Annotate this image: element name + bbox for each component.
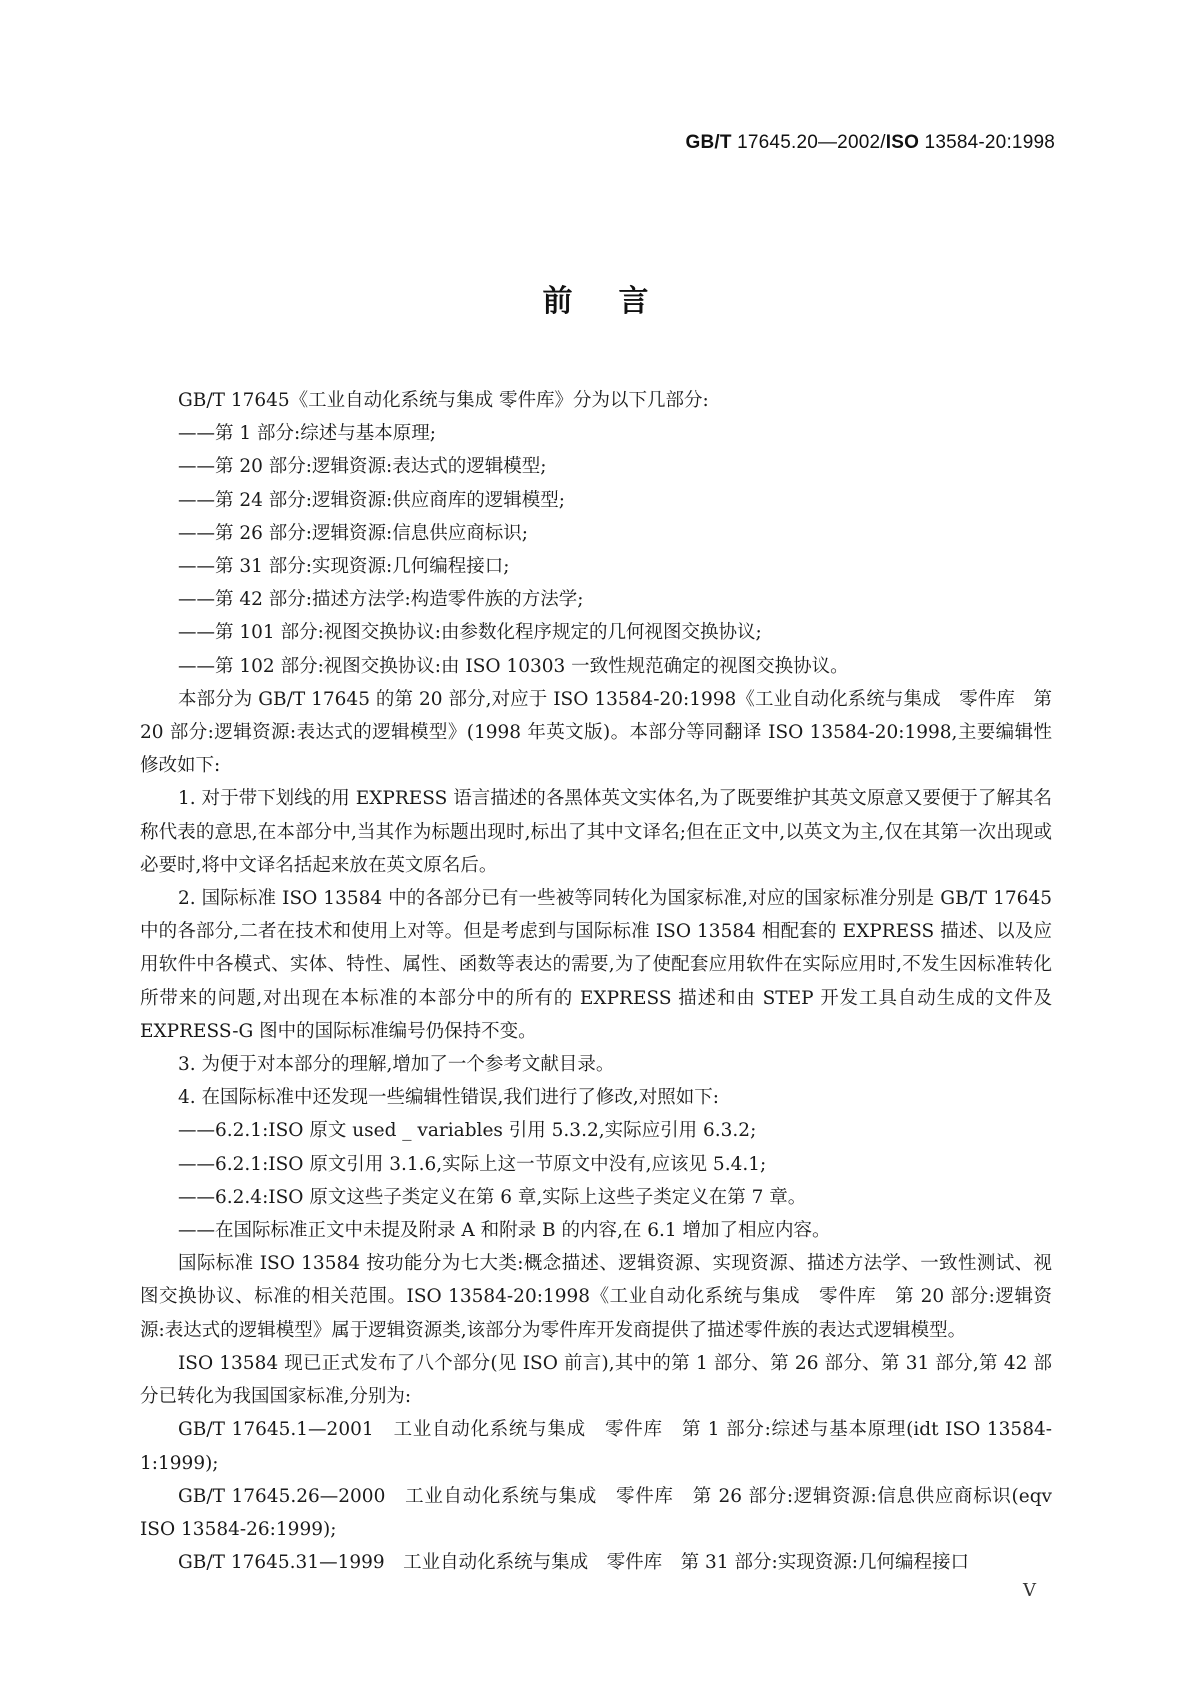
national-standard-entry: GB/T 17645.26—2000 工业自动化系统与集成 零件库 第 26 部分:逻辑资源:信息供应商标识(eqv ISO 13584-26:1999); bbox=[140, 1485, 1052, 1540]
page-number: V bbox=[1023, 1580, 1036, 1601]
edit-note-1: 1. 对于带下划线的用 EXPRESS 语言描述的各黑体英文实体名,为了既要维护其英文原意又要便于了解其名称代表的意思,在本部分中,当其作为标题出现时,标出了其中文译名;但在正文中,以英文为主,仅在其第一次出现或必要时,将中文译名括起来放在英文原名后。 bbox=[140, 788, 1052, 876]
part-list-item: ——第 1 部分:综述与基本原理; bbox=[178, 423, 436, 445]
correction-item: ——6.2.1:ISO 原文 used _ variables 引用 5.3.2,实际应引用 6.3.2; bbox=[178, 1120, 757, 1142]
national-standard-entry: GB/T 17645.1—2001 工业自动化系统与集成 零件库 第 1 部分:综述与基本原理(idt ISO 13584-1:1999); bbox=[140, 1419, 1052, 1474]
correction-item: ——在国际标准正文中未提及附录 A 和附录 B 的内容,在 6.1 增加了相应内容。 bbox=[178, 1220, 831, 1242]
national-standard-entry: GB/T 17645.31—1999 工业自动化系统与集成 零件库 第 31 部分:实现资源:几何编程接口 bbox=[178, 1552, 969, 1574]
published-parts-paragraph: ISO 13584 现已正式发布了八个部分(见 ISO 前言),其中的第 1 部分、第 26 部分、第 31 部分,第 42 部分已转化为我国国家标准,分别为: bbox=[140, 1352, 1052, 1408]
gb-prefix: GB/T bbox=[685, 132, 732, 153]
body-text bbox=[140, 384, 1052, 1579]
part-list-item: ——第 24 部分:逻辑资源:供应商库的逻辑模型; bbox=[178, 489, 566, 511]
part-list-item: ——第 26 部分:逻辑资源:信息供应商标识; bbox=[178, 522, 529, 544]
part-list-item: ——第 31 部分:实现资源:几何编程接口; bbox=[178, 556, 510, 578]
document-header bbox=[685, 132, 1055, 154]
classification-paragraph: 国际标准 ISO 13584 按功能分为七大类:概念描述、逻辑资源、实现资源、描述方法学、一致性测试、视图交换协议、标准的相关范围。ISO 13584-20:1998《工业自动化系统与集成 零件库 第 20 部分:逻辑资源:表达式的逻辑模型》属于逻辑资源类,该部分为零件库开发商提供了描述零件族的表达式逻辑模型。 bbox=[140, 1253, 1052, 1341]
correspondence-paragraph: 本部分为 GB/T 17645 的第 20 部分,对应于 ISO 13584-20:1998《工业自动化系统与集成 零件库 第 20 部分:逻辑资源:表达式的逻辑模型》(1998 年英文版)。本部分等同翻译 ISO 13584-20:1998,主要编辑性修改如下: bbox=[140, 688, 1052, 777]
correction-item: ——6.2.1:ISO 原文引用 3.1.6,实际上这一节原文中没有,应该见 5.4.1; bbox=[178, 1153, 767, 1175]
part-list-item: ——第 102 部分:视图交换协议:由 ISO 10303 一致性规范确定的视图交换协议。 bbox=[178, 655, 849, 677]
part-list-item: ——第 42 部分:描述方法学:构造零件族的方法学; bbox=[178, 589, 584, 611]
iso-number: 13584-20:1998 bbox=[919, 132, 1055, 153]
edit-note-4: 4. 在国际标准中还发现一些编辑性错误,我们进行了修改,对照如下: bbox=[178, 1087, 720, 1109]
part-list-item: ——第 20 部分:逻辑资源:表达式的逻辑模型; bbox=[178, 456, 547, 478]
edit-note-3: 3. 为便于对本部分的理解,增加了一个参考文献目录。 bbox=[178, 1054, 615, 1076]
gb-number: 17645.20—2002/ bbox=[731, 132, 886, 153]
iso-prefix: ISO bbox=[885, 132, 920, 153]
page-title: 前言 bbox=[542, 284, 695, 319]
intro-paragraph: GB/T 17645《工业自动化系统与集成 零件库》分为以下几部分: bbox=[178, 390, 709, 411]
part-list-item: ——第 101 部分:视图交换协议:由参数化程序规定的几何视图交换协议; bbox=[178, 622, 762, 644]
edit-note-2: 2. 国际标准 ISO 13584 中的各部分已有一些被等同转化为国家标准,对应的国家标准分别是 GB/T 17645中的各部分,二者在技术和使用上对等。但是考虑到与国际标准 ISO 13584 相配套的 EXPRESS 描述、以及应用软件中各模式、实体、特性、属性、函数等表达的需要,为了使配套应用软件在实际应用时,不发生因标准转化所带来的问题,对出现在本标准的本部分中的所有的 EXPRESS 描述和由 STEP 开发工具自动生成的文件及 EXPRESS-G 图中的国际标准编号仍保持不变。 bbox=[140, 888, 1052, 1042]
correction-item: ——6.2.4:ISO 原文这些子类定义在第 6 章,实际上这些子类定义在第 7 章。 bbox=[178, 1186, 807, 1208]
